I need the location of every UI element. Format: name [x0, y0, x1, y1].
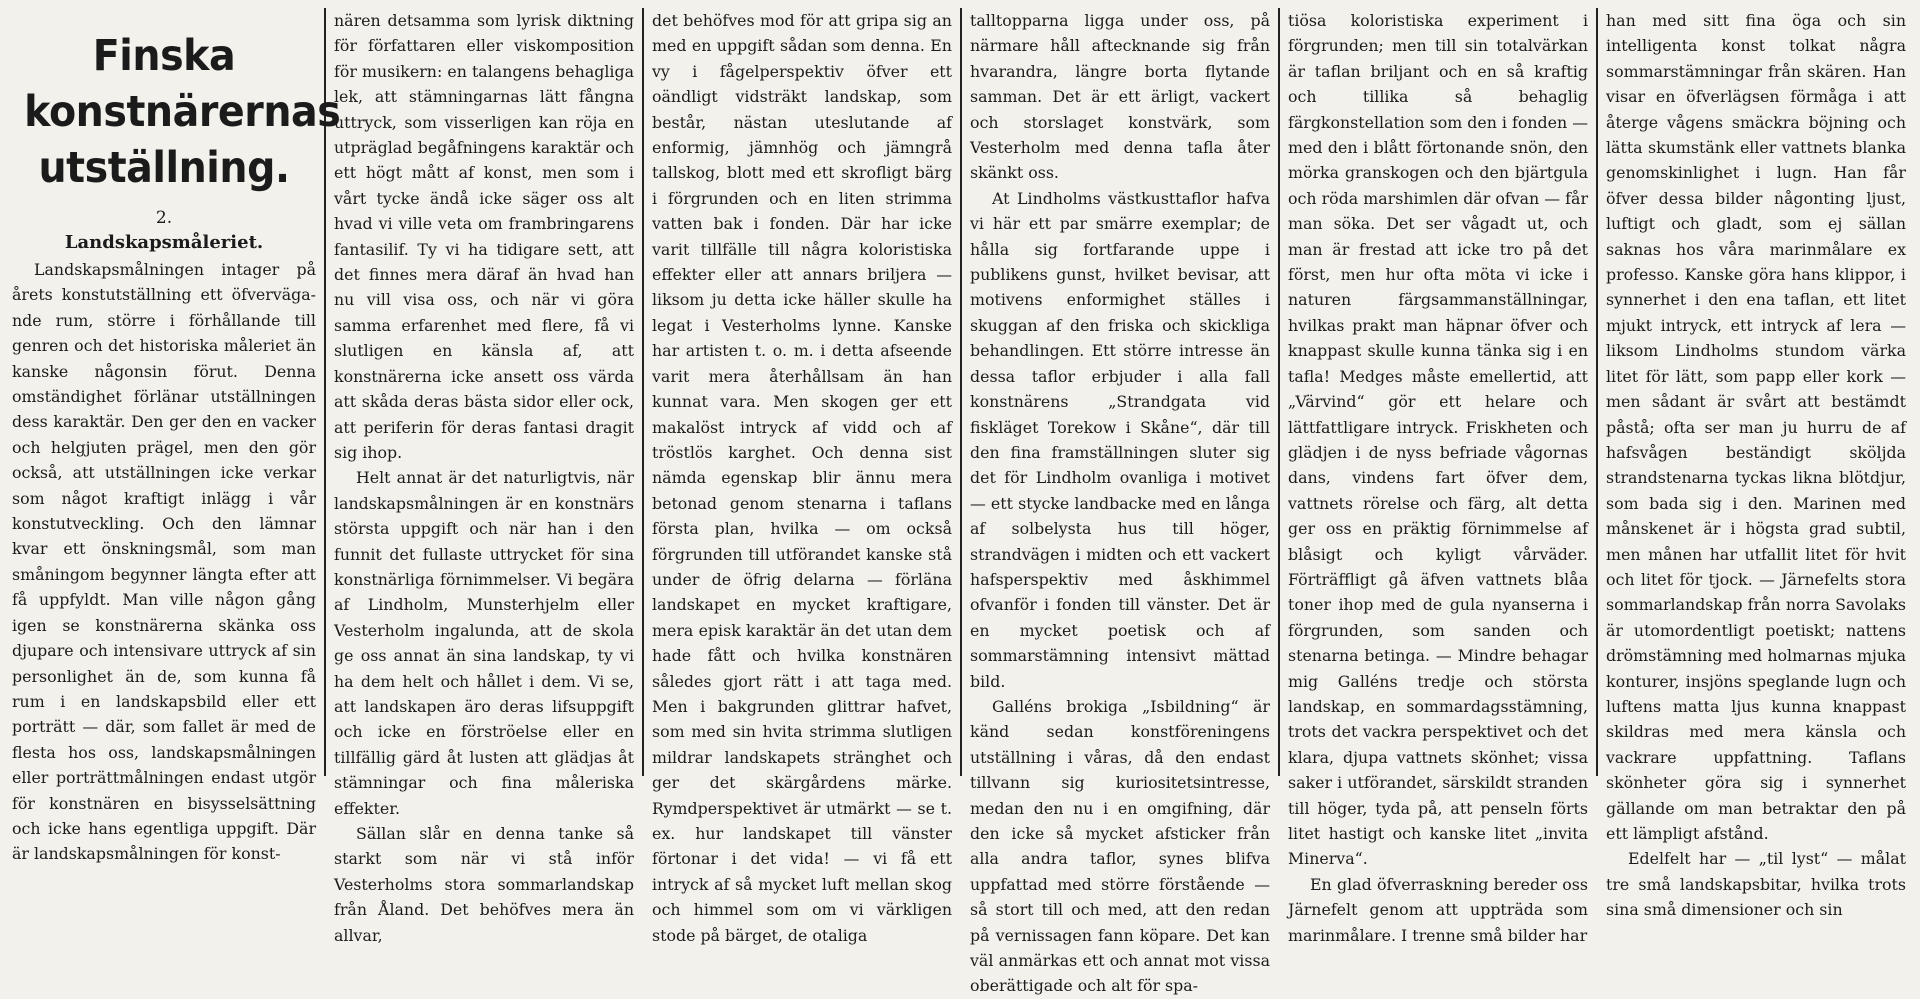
paragraph: talltopparna ligga under oss, på närmare håll aftecknande sig från hvarandra, längre borta flytande samman. Det är ett ärligt, vackert och storslaget konstvärk, som Vesterholm med denna tafla åter skänkt oss.	[970, 11, 1270, 183]
column-2	[324, 8, 642, 945]
column-3	[642, 8, 960, 945]
column-4	[960, 8, 1278, 996]
paragraph: nären detsamma som lyrisk diktning för författaren eller viskomposition för musikern: en talangens behagliga lek, att stämningarnas lätt fångna uttryck, som visserligen kan röja en utpräglad begåfningens karaktär och ett högt mått af konst, men som i vårt tycke ändå icke säger oss alt hvad vi ville veta om frambringarens fantasilif. Ty vi ha tidigare sett, att det finnes mera däraf än hvad han nu vill visa oss, och när vi göra samma erfarenhet med flere, få vi slutligen en känsla af, att konstnärerna icke ansett oss värda att skåda deras bästa sidor eller ock, att periferin för deras fantasi dragit sig ihop.	[334, 11, 634, 462]
paragraph: det behöfves mod för att gripa sig an med en uppgift sådan som denna. En vy i fågelperspektiv öfver ett oändligt vidsträkt landskap, som består, nästan uteslutande af enformig, jämnhög och jämngrå tallskog, blott med ett skrofligt bärg i förgrunden och en liten strimma vatten bak i fonden. Där har icke varit tillfälle till några koloristiska effekter eller att annars briljera — liksom ju detta icke häller skulle ha legat i Vesterholms lynne. Kanske har artisten t. o. m. i detta afseende varit mera återhållsam än han kunnat vara. Men skogen ger ett makalöst intryck af vidd och af tröstlös karghet. Och denna sist nämda egenskap blir ännu mera betonad genom stenarna i taflans första plan, hvilka — om också förgrunden till utförandet kanske stå under de öfrig delarna — förläna landskapet en mycket kraftigare, mera episk karaktär än det utan dem hade fått och hvilka konstnären således gjort rätt i att taga med. Men i bakgrunden glittrar hafvet, som med sin hvita strimma slutligen mildrar landskapets stränghet och ger det skärgårdens märke. Rymdperspektivet är utmärkt — se t. ex. hur landskapet till vänster förtonar i det vida! — vi få ett intryck af så mycket luft mellan skog och himmel som om vi värkligen stode på bärget, de otaliga	[652, 11, 952, 945]
paragraph: han med sitt fina öga och sin intelligenta konst tolkat några sommarstämningar från skären. Han visar en öfverlägsen förmåga i att återge vågens smäckra böjning och lätta skumstänk eller vattnets blanka genomskinlighet i lugn. Han får öfver dessa bilder någonting ljust, luftigt och gladt, som ej sällan saknas hos våra marinmålare ex professo. Kanske göra hans klippor, i synnerhet i den ena taflan, ett litet mjukt intryck, ett intryck af lera — liksom Lindholms stundom värka litet för lätt, som papp eller kork — men sådant är svårt att bestämdt påstå; ofta ser man ju hurru de af hafsvågen beständigt sköljda strandstenarna tyckas likna blötdjur, som bada sig i den. Marinen med månskenet är i högsta grad subtil, men månen har utfallit litet för hvit och litet för tjock. — Järnefelts stora sommarlandskap från norra Savolaks är utomordentligt poetiskt; nattens drömstämning med holmarnas mjuka konturer, insjöns speglande lugn och luftens matta ljus kunna knappast skildras med mera känsla och vackrare uppfattning. Taflans skönheter göra sig i synnerhet gällande om man betraktar den på ett lämpligt afstånd.	[1606, 11, 1906, 843]
paragraph: Galléns brokiga „Isbildning“ är känd sedan konstföreningens utställning i våras, då den endast tillvann sig kuriositetsintresse, medan den nu i en omgifning, där den icke så mycket afsticker från alla andra taflor, synes blifva uppfattad med större förstående — så stort till och med, att den redan på vernissagen fann köpare. Det kan väl anmärkas ett och annat mot vissa oberättigade och alt för spa-	[970, 696, 1270, 996]
paragraph: Edelfelt har — „til lyst“ — målat tre små landskapsbitar, hvilka trots sina små dimensioner och sin	[1606, 849, 1906, 920]
section-number: 2.	[155, 208, 173, 228]
column-1	[2, 8, 341, 864]
section-title: Landskapsmåleriet.	[64, 232, 264, 253]
paragraph: Landskapsmålningen intager på årets konstutställning ett öfvervägande rum, större i förhållande till genren och det historiska måleriet än kanske någonsin förut. Denna omständighet förlänar utställningen dess karaktär. Den ger den en vacker och helgjuten prägel, men den gör också, att utställningen icke verkar som något kraftigt inlägg i vår konstutveckling. Och den lämnar kvar ett önskningsmål, som man småningom begynner längta efter att få uppfyldt. Man ville någon gång igen se konstnärerna skänka oss djupare och intensivare uttryck af sin personlighet än de, som kunna få rum i en landskapsbild eller ett porträtt — där, som fallet är med de flesta hos oss, landskapsmålningen eller porträttmålningen endast utgör för konstnären en bisysselsättning och icke hans egentliga uppgift. Där är landskapsmålningen för konst-	[12, 260, 316, 864]
paragraph: tiösa koloristiska experiment i förgrunden; men till sin totalvärkan är taflan briljant och en så kraftig och tillika så behaglig färgkonstellation som den i fonden — med den i blått förtonande snön, den mörka granskogen och den bjärtgula och röda marshimlen där ofvan — får man söka. Det ser vågadt ut, och man är frestad att icke tro på det först, men hur ofta möta vi icke i naturen färgsammanställningar, hvilkas prakt man häpnar öfver och knappast skulle kunna tänka sig i en tafla! Medges måste emellertid, att „Värvind“ gör ett helare och lättfattligare intryck. Friskheten och glädjen i de nyss befriade vågornas dans, vindens fart öfver dem, vattnets rörelse och färg, alt detta ger oss en präktig förnimmelse af blåsigt och kyligt vårväder. Förträffligt gå äfven vattnets blåa toner ihop med de gula nyanserna i förgrunden, som sanden och stenarna betinga. — Mindre behagar mig Galléns tredje och största landskap, en sommardagsstämning, trots det vackra perspektivet och det klara, djupa vattnets skönhet; vissa saker i utförandet, särskildt stranden till höger, tyda på, att penseln förts litet hastigt och kanske litet „invita Minerva“.	[1288, 11, 1588, 869]
paragraph: Helt annat är det naturligtvis, när landskapsmålningen är en konstnärs största uppgift och när han i den funnit det fullaste uttrycket för sina konstnärliga förnimmelser. Vi begära af Lindholm, Munsterhjelm eller Vesterholm ingalunda, att de skola ge oss annat än sina landskap, ty vi ha dem helt och hållet i dem. Vi se, att landskapen äro deras lifsuppgift och icke en förströelse eller en tillfällig gärd åt lusten att glädjas åt stämningar och fina måleriska effekter.	[334, 468, 634, 818]
article-title: Finska konstnärernas utställning.	[24, 31, 341, 193]
paragraph: Sällan slår en denna tanke så starkt som när vi stå inför Vesterholms stora sommarlandskap från Åland. Det behöfves mera än allvar,	[334, 824, 634, 945]
column-6	[1596, 8, 1914, 920]
paragraph: At Lindholms västkusttaflor hafva vi här ett par smärre exemplar; de hålla sig fortfarande uppe i publikens gunst, hvilket bevisar, att motivens enformighet ställes i skuggan af den friska och skickliga behandlingen. Ett större intresse än dessa taflor erbjuder i alla fall konstnärens „Strandgata vid fiskläget Torekow i Skåne“, där till den fina framställningen sluter sig det för Lindholm ovanliga i motivet — ett stycke landbacke med en långa af solbelysta hus till höger, strandvägen i midten och ett vackert hafsperspektiv med åskhimmel ofvanför i fonden till vänster. Det är en mycket poetisk och af sommarstämning intensivt mättad bild.	[970, 188, 1270, 691]
column-5	[1278, 8, 1596, 945]
paragraph: En glad öfverraskning bereder oss Järnefelt genom att uppträda som marinmålare. I trenne små bilder har	[1288, 874, 1588, 945]
